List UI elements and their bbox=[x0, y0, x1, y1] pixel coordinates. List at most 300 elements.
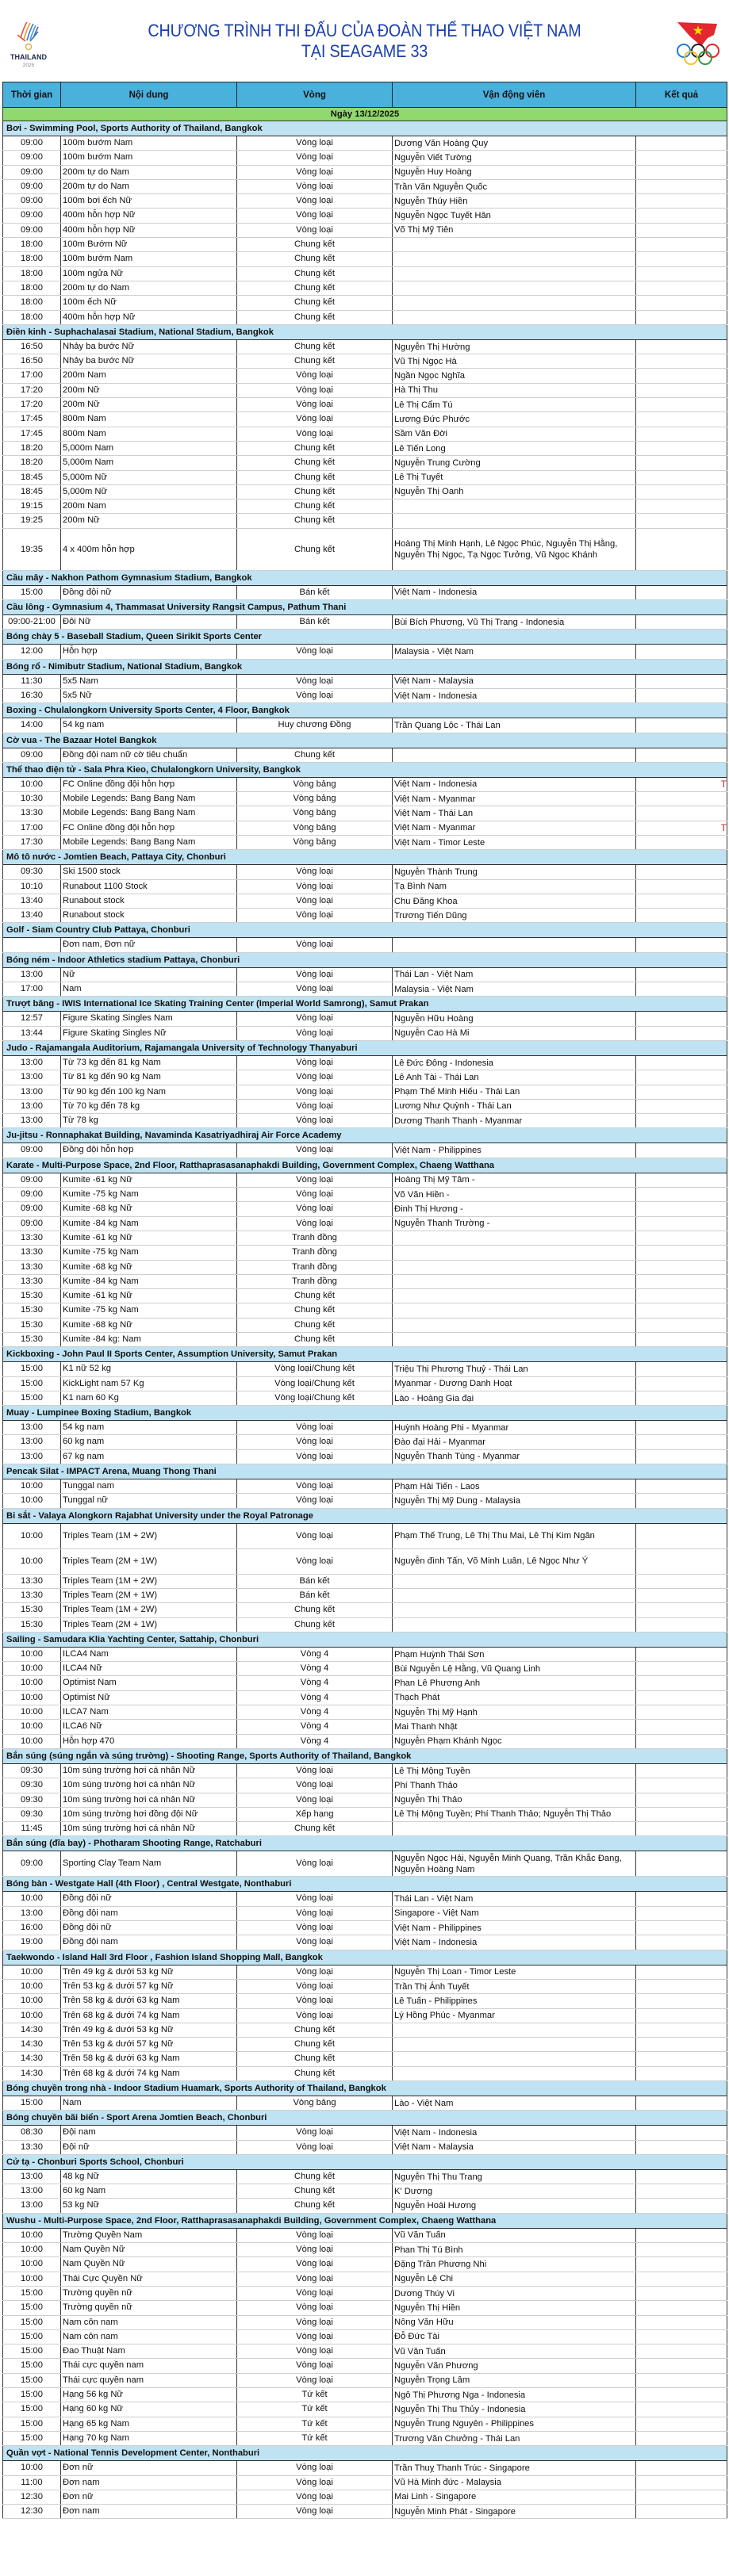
result-cell bbox=[636, 2329, 727, 2344]
time-cell: 10:00 bbox=[3, 1734, 61, 1748]
venue-section-title: Thể thao điện tử - Sala Phra Kieo, Chulalongkorn University, Bangkok bbox=[3, 762, 727, 777]
result-cell bbox=[636, 1548, 727, 1574]
event-cell: Nam côn nam bbox=[61, 2329, 237, 2344]
round-cell: Chung kết bbox=[237, 1318, 393, 1332]
table-row[interactable] bbox=[3, 1807, 727, 1821]
table-row[interactable] bbox=[3, 806, 727, 821]
athlete-cell: K' Dương bbox=[393, 2184, 636, 2199]
round-cell: Vòng loại bbox=[237, 1114, 393, 1128]
athlete-cell: Malaysia - Việt Nam bbox=[393, 645, 636, 659]
venue-section-title: Kickboxing - John Paul II Sports Center, Assumption University, Samut Prakan bbox=[3, 1347, 727, 1362]
result-cell bbox=[636, 2359, 727, 2373]
table-row[interactable] bbox=[3, 2199, 727, 2213]
table-row[interactable] bbox=[3, 1734, 727, 1748]
event-cell: Runabout 1100 Stock bbox=[61, 879, 237, 894]
time-cell: 10:00 bbox=[3, 2008, 61, 2023]
round-cell: Vòng loại bbox=[237, 2286, 393, 2300]
table-row[interactable] bbox=[3, 1921, 727, 1935]
table-row[interactable] bbox=[3, 1376, 727, 1391]
time-cell: 18:00 bbox=[3, 296, 61, 310]
round-cell: Vòng 4 bbox=[237, 1647, 393, 1661]
table-row[interactable] bbox=[3, 1851, 727, 1877]
round-cell: Vòng loại bbox=[237, 1449, 393, 1464]
round-cell: Chung kết bbox=[237, 748, 393, 762]
athlete-cell: Nguyễn Viết Tường bbox=[393, 151, 636, 165]
result-cell bbox=[636, 2417, 727, 2431]
venue-section-row bbox=[3, 923, 727, 938]
table-row[interactable] bbox=[3, 484, 727, 499]
time-cell: 14:30 bbox=[3, 2038, 61, 2052]
table-row[interactable] bbox=[3, 2388, 727, 2402]
table-row[interactable] bbox=[3, 1523, 727, 1548]
athlete-cell: Trương Tiến Dũng bbox=[393, 909, 636, 923]
table-row[interactable] bbox=[3, 281, 727, 295]
table-row[interactable] bbox=[3, 2402, 727, 2417]
table-row[interactable] bbox=[3, 1778, 727, 1793]
athlete-cell: Lý Hồng Phúc - Myanmar bbox=[393, 2008, 636, 2023]
table-row[interactable] bbox=[3, 674, 727, 688]
venue-section-title: Boxing - Chulalongkorn University Sports Center, 4 Floor, Bangkok bbox=[3, 703, 727, 718]
table-row[interactable] bbox=[3, 1099, 727, 1113]
round-cell: Vòng 4 bbox=[237, 1734, 393, 1748]
round-cell: Vòng loại bbox=[237, 1070, 393, 1085]
time-cell: 13:30 bbox=[3, 806, 61, 821]
result-cell bbox=[636, 2023, 727, 2037]
athlete-cell: Võ Văn Hiền - bbox=[393, 1188, 636, 1202]
table-row[interactable] bbox=[3, 2038, 727, 2052]
event-cell: Mobile Legends: Bang Bang Nam bbox=[61, 835, 237, 849]
venue-section-row bbox=[3, 630, 727, 645]
table-row[interactable] bbox=[3, 967, 727, 982]
event-cell: 10m súng trường hơi cá nhân Nữ bbox=[61, 1822, 237, 1836]
time-cell: 10:00 bbox=[3, 1979, 61, 1993]
time-cell: 11:00 bbox=[3, 2475, 61, 2490]
time-cell: 10:00 bbox=[3, 1676, 61, 1690]
table-row[interactable] bbox=[3, 1662, 727, 1676]
table-row[interactable] bbox=[3, 2505, 727, 2519]
result-cell bbox=[636, 2243, 727, 2257]
time-cell: 09:00 bbox=[3, 1216, 61, 1231]
result-cell bbox=[636, 427, 727, 441]
table-row[interactable] bbox=[3, 2228, 727, 2242]
table-row[interactable] bbox=[3, 1070, 727, 1085]
result-cell bbox=[636, 1935, 727, 1950]
table-row[interactable] bbox=[3, 2359, 727, 2373]
result-cell bbox=[636, 2228, 727, 2242]
table-row[interactable] bbox=[3, 1494, 727, 1508]
table-row[interactable] bbox=[3, 412, 727, 427]
round-cell: Vòng loại bbox=[237, 1085, 393, 1099]
table-row[interactable] bbox=[3, 792, 727, 806]
event-cell: Nữ bbox=[61, 967, 237, 982]
table-row[interactable] bbox=[3, 2243, 727, 2257]
table-row[interactable] bbox=[3, 1720, 727, 1734]
table-row[interactable] bbox=[3, 252, 727, 266]
table-row[interactable] bbox=[3, 2052, 727, 2066]
event-cell: Hạng 65 kg Nam bbox=[61, 2417, 237, 2431]
column-header-event[interactable]: Nội dung bbox=[61, 82, 237, 108]
table-row[interactable] bbox=[3, 1965, 727, 1979]
result-cell bbox=[636, 1070, 727, 1085]
result-cell bbox=[636, 1921, 727, 1935]
round-cell: Vòng bảng bbox=[237, 821, 393, 835]
table-row[interactable] bbox=[3, 2373, 727, 2387]
round-cell: Vòng loại bbox=[237, 1421, 393, 1435]
table-row[interactable] bbox=[3, 1216, 727, 1231]
table-row[interactable] bbox=[3, 1362, 727, 1376]
time-cell: 17:30 bbox=[3, 835, 61, 849]
table-row[interactable] bbox=[3, 1994, 727, 2008]
table-row[interactable] bbox=[3, 1435, 727, 1449]
table-row[interactable] bbox=[3, 2417, 727, 2431]
table-row[interactable] bbox=[3, 1822, 727, 1836]
table-row[interactable] bbox=[3, 165, 727, 179]
table-row[interactable] bbox=[3, 339, 727, 354]
result-cell bbox=[636, 296, 727, 310]
round-cell: Tranh đồng bbox=[237, 1260, 393, 1274]
round-cell: Vòng loại bbox=[237, 1548, 393, 1574]
athlete-cell: Đỗ Đức Tài bbox=[393, 2329, 636, 2344]
event-cell: ILCA4 Nam bbox=[61, 1647, 237, 1661]
table-row[interactable] bbox=[3, 894, 727, 908]
table-row[interactable] bbox=[3, 1906, 727, 1920]
table-row[interactable] bbox=[3, 2490, 727, 2504]
table-row[interactable] bbox=[3, 266, 727, 281]
result-cell bbox=[636, 165, 727, 179]
table-row[interactable] bbox=[3, 748, 727, 762]
event-cell: 48 kg Nữ bbox=[61, 2169, 237, 2184]
athlete-cell: Nguyễn Thị Thu Trang bbox=[393, 2169, 636, 2184]
table-row[interactable] bbox=[3, 1012, 727, 1026]
event-cell: FC Online đồng đội hỗn hợp bbox=[61, 777, 237, 791]
table-row[interactable] bbox=[3, 151, 727, 165]
athlete-cell: Việt Nam - Indonesia bbox=[393, 688, 636, 702]
time-cell: 17:00 bbox=[3, 821, 61, 835]
table-row[interactable] bbox=[3, 1391, 727, 1405]
round-cell: Vòng bảng bbox=[237, 806, 393, 821]
event-cell: Trên 53 kg & dưới 57 kg Nữ bbox=[61, 1979, 237, 1993]
result-cell bbox=[636, 2315, 727, 2329]
athlete-cell: Việt Nam - Indonesia bbox=[393, 585, 636, 599]
table-row[interactable] bbox=[3, 2344, 727, 2359]
event-cell: Hạng 60 kg Nữ bbox=[61, 2402, 237, 2417]
table-row[interactable] bbox=[3, 2140, 727, 2154]
result-cell bbox=[636, 151, 727, 165]
table-row[interactable] bbox=[3, 909, 727, 923]
table-row[interactable] bbox=[3, 615, 727, 630]
table-row[interactable] bbox=[3, 1603, 727, 1617]
table-row[interactable] bbox=[3, 2301, 727, 2315]
table-row[interactable] bbox=[3, 1676, 727, 1690]
table-row[interactable] bbox=[3, 1274, 727, 1288]
time-cell: 14:30 bbox=[3, 2023, 61, 2037]
column-header-result[interactable]: Kết quả bbox=[636, 82, 727, 108]
table-row[interactable] bbox=[3, 821, 727, 835]
result-cell bbox=[636, 354, 727, 369]
time-cell: 15:00 bbox=[3, 2388, 61, 2402]
column-header-athlete[interactable]: Vận động viên bbox=[393, 82, 636, 108]
event-cell: Triples Team (2M + 1W) bbox=[61, 1617, 237, 1632]
event-cell: Triples Team (2M + 1W) bbox=[61, 1588, 237, 1602]
athlete-cell: Vũ Hà Minh đức - Malaysia bbox=[393, 2475, 636, 2490]
round-cell: Vòng loại/Chung kết bbox=[237, 1376, 393, 1391]
table-row[interactable] bbox=[3, 209, 727, 223]
table-row[interactable] bbox=[3, 1085, 727, 1099]
time-cell: 15:00 bbox=[3, 2431, 61, 2445]
athlete-cell: Nguyễn Trung Cường bbox=[393, 456, 636, 470]
table-row[interactable] bbox=[3, 938, 727, 952]
table-row[interactable] bbox=[3, 2169, 727, 2184]
table-row[interactable] bbox=[3, 1705, 727, 1720]
athlete-cell: Singapore - Việt Nam bbox=[393, 1906, 636, 1920]
event-cell: 4 x 400m hỗn hợp bbox=[61, 528, 237, 570]
round-cell: Vòng loại bbox=[237, 1479, 393, 1494]
round-cell: Vòng loại bbox=[237, 865, 393, 879]
result-cell bbox=[636, 1333, 727, 1347]
table-row[interactable] bbox=[3, 1173, 727, 1187]
table-row[interactable] bbox=[3, 1333, 727, 1347]
table-row[interactable] bbox=[3, 1588, 727, 1602]
round-cell: Chung kết bbox=[237, 2184, 393, 2199]
table-row[interactable] bbox=[3, 2126, 727, 2140]
event-cell: 5,000m Nữ bbox=[61, 484, 237, 499]
athlete-cell: Hoàng Thị Mỹ Tâm - bbox=[393, 1173, 636, 1187]
time-cell: 15:00 bbox=[3, 585, 61, 599]
table-row[interactable] bbox=[3, 1421, 727, 1435]
venue-section-title: Ju-jitsu - Ronnaphakat Building, Navaminda Kasatriyadhiraj Air Force Academy bbox=[3, 1128, 727, 1143]
time-cell: 16:00 bbox=[3, 1921, 61, 1935]
time-cell: 15:00 bbox=[3, 2315, 61, 2329]
table-row[interactable] bbox=[3, 879, 727, 894]
table-row[interactable] bbox=[3, 718, 727, 733]
table-row[interactable] bbox=[3, 1231, 727, 1245]
event-cell: ILCA7 Nam bbox=[61, 1705, 237, 1720]
table-row[interactable] bbox=[3, 1318, 727, 1332]
time-cell: 17:45 bbox=[3, 412, 61, 427]
table-row[interactable] bbox=[3, 2184, 727, 2199]
round-cell: Vòng loại bbox=[237, 1026, 393, 1040]
table-row[interactable] bbox=[3, 1202, 727, 1216]
table-row[interactable] bbox=[3, 1892, 727, 1906]
round-cell: Vòng loại bbox=[237, 2344, 393, 2359]
table-row[interactable] bbox=[3, 528, 727, 570]
table-row[interactable] bbox=[3, 585, 727, 599]
table-row[interactable] bbox=[3, 1935, 727, 1950]
round-cell: Vòng loại bbox=[237, 2272, 393, 2286]
round-cell: Chung kết bbox=[237, 2169, 393, 2184]
event-cell: 60 kg nam bbox=[61, 1435, 237, 1449]
venue-section-title: Judo - Rajamangala Auditorium, Rajamangala University of Technology Thanyaburi bbox=[3, 1040, 727, 1055]
result-cell bbox=[636, 879, 727, 894]
column-header-time[interactable]: Thời gian bbox=[3, 82, 61, 108]
table-row[interactable] bbox=[3, 1479, 727, 1494]
time-cell: 13:00 bbox=[3, 1449, 61, 1464]
table-row[interactable] bbox=[3, 470, 727, 484]
time-cell: 09:00-21:00 bbox=[3, 615, 61, 630]
round-cell: Vòng loại bbox=[237, 1965, 393, 1979]
venue-section-row bbox=[3, 324, 727, 339]
table-row[interactable] bbox=[3, 2023, 727, 2037]
table-row[interactable] bbox=[3, 1188, 727, 1202]
round-cell: Vòng loại bbox=[237, 1763, 393, 1778]
time-cell: 18:45 bbox=[3, 484, 61, 499]
time-cell: 13:40 bbox=[3, 894, 61, 908]
event-cell: Thái cực quyền nam bbox=[61, 2373, 237, 2387]
event-cell: Đôi Nữ bbox=[61, 615, 237, 630]
event-cell: 100m bướm Nam bbox=[61, 136, 237, 151]
athlete-cell: Phí Thanh Thảo bbox=[393, 1778, 636, 1793]
round-cell: Vòng loại bbox=[237, 2315, 393, 2329]
table-row[interactable] bbox=[3, 500, 727, 514]
athlete-cell: Đinh Thị Hương - bbox=[393, 1202, 636, 1216]
table-row[interactable] bbox=[3, 1449, 727, 1464]
table-row[interactable] bbox=[3, 383, 727, 397]
table-row[interactable] bbox=[3, 982, 727, 997]
table-row[interactable] bbox=[3, 456, 727, 470]
athlete-cell: Nguyễn Trọng Lâm bbox=[393, 2373, 636, 2387]
round-cell: Vòng loại bbox=[237, 412, 393, 427]
table-row[interactable] bbox=[3, 2315, 727, 2329]
venue-section-row bbox=[3, 121, 727, 136]
table-row[interactable] bbox=[3, 296, 727, 310]
table-row[interactable] bbox=[3, 194, 727, 209]
event-cell: Nam côn nam bbox=[61, 2315, 237, 2329]
result-cell bbox=[636, 1778, 727, 1793]
round-cell: Vòng loại bbox=[237, 2373, 393, 2387]
table-row[interactable] bbox=[3, 1143, 727, 1158]
table-row[interactable] bbox=[3, 2431, 727, 2445]
table-row[interactable] bbox=[3, 1793, 727, 1807]
time-cell: 15:00 bbox=[3, 2402, 61, 2417]
table-row[interactable] bbox=[3, 1548, 727, 1574]
table-row[interactable] bbox=[3, 1763, 727, 1778]
table-row[interactable] bbox=[3, 777, 727, 791]
event-cell: Nam Quyền Nữ bbox=[61, 2257, 237, 2272]
table-header-row bbox=[3, 82, 727, 108]
table-row[interactable] bbox=[3, 1026, 727, 1040]
time-cell: 15:00 bbox=[3, 2359, 61, 2373]
table-row[interactable] bbox=[3, 1617, 727, 1632]
result-cell bbox=[636, 1216, 727, 1231]
table-row[interactable] bbox=[3, 1289, 727, 1303]
table-row[interactable] bbox=[3, 369, 727, 383]
table-row[interactable] bbox=[3, 835, 727, 849]
venue-section-title: Karate - Multi-Purpose Space, 2nd Floor, Ratthaprasasanaphakdi Building, Government Complex, Chaeng Watthana bbox=[3, 1158, 727, 1173]
round-cell: Huy chương Đồng bbox=[237, 718, 393, 733]
table-row[interactable] bbox=[3, 1055, 727, 1070]
table-row[interactable] bbox=[3, 2096, 727, 2110]
table-row[interactable] bbox=[3, 1647, 727, 1661]
result-cell bbox=[636, 2301, 727, 2315]
date-row bbox=[3, 108, 727, 121]
table-row[interactable] bbox=[3, 1114, 727, 1128]
table-row[interactable] bbox=[3, 865, 727, 879]
table-row[interactable] bbox=[3, 136, 727, 151]
table-row[interactable] bbox=[3, 514, 727, 528]
time-cell: 10:00 bbox=[3, 1720, 61, 1734]
table-row[interactable] bbox=[3, 2461, 727, 2475]
table-row[interactable] bbox=[3, 238, 727, 252]
result-cell bbox=[636, 252, 727, 266]
venue-section-title: Bóng chày 5 - Baseball Stadium, Queen Sirikit Sports Center bbox=[3, 630, 727, 645]
athlete-cell: Nguyễn Thị Hường bbox=[393, 339, 636, 354]
table-row[interactable] bbox=[3, 441, 727, 455]
athlete-cell: Việt Nam - Indonesia bbox=[393, 2126, 636, 2140]
event-cell: 10m súng trường hơi đồng đội Nữ bbox=[61, 1807, 237, 1821]
table-row[interactable] bbox=[3, 2329, 727, 2344]
venue-section-title: Bóng chuyền bãi biển - Sport Arena Jomtien Beach, Chonburi bbox=[3, 2111, 727, 2126]
table-row[interactable] bbox=[3, 398, 727, 412]
result-cell bbox=[636, 2344, 727, 2359]
table-row[interactable] bbox=[3, 223, 727, 237]
table-row[interactable] bbox=[3, 688, 727, 702]
result-cell bbox=[636, 1906, 727, 1920]
table-row[interactable] bbox=[3, 1690, 727, 1705]
result-cell bbox=[636, 1647, 727, 1661]
result-cell bbox=[636, 1449, 727, 1464]
event-cell: Trên 58 kg & dưới 63 kg Nam bbox=[61, 2052, 237, 2066]
table-row[interactable] bbox=[3, 2066, 727, 2080]
table-row[interactable] bbox=[3, 2272, 727, 2286]
time-cell: 18:00 bbox=[3, 310, 61, 324]
athlete-cell: Lê Đức Đông - Indonesia bbox=[393, 1055, 636, 1070]
round-cell: Vòng loại bbox=[237, 1979, 393, 1993]
table-row[interactable] bbox=[3, 1979, 727, 1993]
venue-section-row bbox=[3, 1158, 727, 1173]
event-cell: Hỗn hợp bbox=[61, 645, 237, 659]
table-row[interactable] bbox=[3, 1260, 727, 1274]
athlete-cell: Ngô Thị Phương Nga - Indonesia bbox=[393, 2388, 636, 2402]
round-cell: Vòng loại bbox=[237, 179, 393, 193]
table-row[interactable] bbox=[3, 1574, 727, 1588]
column-header-round[interactable]: Vòng bbox=[237, 82, 393, 108]
event-cell: Trường quyền nữ bbox=[61, 2286, 237, 2300]
athlete-cell bbox=[393, 2038, 636, 2052]
table-row[interactable] bbox=[3, 427, 727, 441]
table-row[interactable] bbox=[3, 179, 727, 193]
table-row[interactable] bbox=[3, 1303, 727, 1318]
table-row[interactable] bbox=[3, 354, 727, 369]
result-cell bbox=[636, 835, 727, 849]
table-row[interactable] bbox=[3, 2257, 727, 2272]
round-cell: Vòng loại bbox=[237, 1523, 393, 1548]
result-cell bbox=[636, 1012, 727, 1026]
event-cell: Đồng đội nam bbox=[61, 1935, 237, 1950]
event-cell: Thái cực quyền nam bbox=[61, 2359, 237, 2373]
venue-section-row bbox=[3, 733, 727, 748]
round-cell: Tranh đồng bbox=[237, 1274, 393, 1288]
round-cell: Vòng loại bbox=[237, 688, 393, 702]
table-row[interactable] bbox=[3, 2286, 727, 2300]
athlete-cell: Đặng Trần Phương Nhi bbox=[393, 2257, 636, 2272]
result-cell bbox=[636, 456, 727, 470]
table-row[interactable] bbox=[3, 310, 727, 324]
table-row[interactable] bbox=[3, 645, 727, 659]
athlete-cell: Hà Thị Thu bbox=[393, 383, 636, 397]
athlete-cell: Nguyễn Văn Phương bbox=[393, 2359, 636, 2373]
table-row[interactable] bbox=[3, 1246, 727, 1260]
table-row[interactable] bbox=[3, 2475, 727, 2490]
table-row[interactable] bbox=[3, 2008, 727, 2023]
time-cell: 10:00 bbox=[3, 1705, 61, 1720]
athlete-cell: Thạch Phát bbox=[393, 1690, 636, 1705]
event-cell: Kumite -61 kg Nữ bbox=[61, 1173, 237, 1187]
event-cell: Kumite -75 kg Nam bbox=[61, 1188, 237, 1202]
round-cell: Vòng loại bbox=[237, 2301, 393, 2315]
result-cell bbox=[636, 1274, 727, 1288]
time-cell: 15:30 bbox=[3, 1333, 61, 1347]
athlete-cell bbox=[393, 310, 636, 324]
